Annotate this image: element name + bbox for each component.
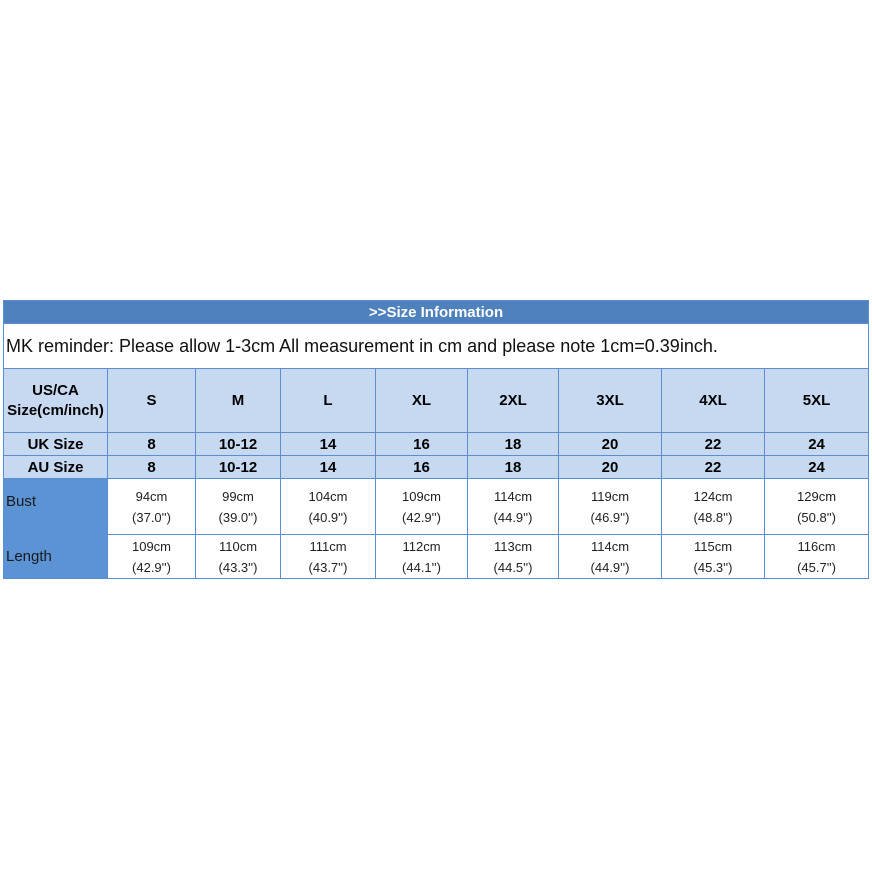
au-size-cell: 8: [108, 456, 196, 479]
reminder-text: MK reminder: Please allow 1-3cm All measurement in cm and please note 1cm=0.39inch.: [4, 324, 869, 369]
bust-cell: [196, 479, 281, 535]
bust-cm: 119cm: [590, 488, 630, 504]
us-size-row: [4, 369, 869, 433]
uk-size-cell: 16: [376, 433, 468, 456]
bust-cm: 129cm: [797, 488, 837, 504]
uk-size-cell: 10-12: [196, 433, 281, 456]
length-cm: 113cm: [493, 538, 533, 554]
bust-inch: (39.0''): [218, 509, 258, 525]
length-inch: (44.1''): [402, 559, 441, 575]
us-size-cell: 5XL: [765, 369, 869, 433]
bust-cell: [108, 479, 196, 535]
length-cm: 112cm: [402, 538, 441, 554]
au-size-cell: 24: [765, 456, 869, 479]
us-size-cell: XL: [376, 369, 468, 433]
au-size-cell: 18: [468, 456, 559, 479]
length-cell: [376, 535, 468, 579]
bust-cm: 114cm: [493, 488, 533, 504]
bust-cell: [765, 479, 869, 535]
bust-inch: (42.9''): [402, 509, 441, 525]
us-size-cell: 2XL: [468, 369, 559, 433]
uk-size-cell: 20: [559, 433, 662, 456]
us-size-cell: L: [281, 369, 376, 433]
au-size-row: [4, 456, 869, 479]
length-cell: [559, 535, 662, 579]
us-size-cell: 4XL: [662, 369, 765, 433]
bust-cell: [662, 479, 765, 535]
bust-inch: (37.0''): [132, 509, 171, 525]
bust-cm: 124cm: [693, 488, 733, 504]
au-size-label: AU Size: [4, 456, 108, 479]
au-size-cell: 10-12: [196, 456, 281, 479]
us-size-cell: M: [196, 369, 281, 433]
uk-size-cell: 18: [468, 433, 559, 456]
length-inch: (43.7''): [308, 559, 348, 575]
length-inch: (44.5''): [493, 559, 533, 575]
bust-cm: 99cm: [222, 488, 254, 504]
length-cm: 116cm: [797, 538, 836, 554]
bust-inch: (46.9''): [590, 509, 630, 525]
length-inch: (44.9''): [590, 559, 630, 575]
length-cell: [468, 535, 559, 579]
length-cell: [196, 535, 281, 579]
uk-size-cell: 22: [662, 433, 765, 456]
length-cell: [108, 535, 196, 579]
length-cm: 115cm: [693, 538, 733, 554]
title-row: [4, 301, 869, 324]
length-cell: [662, 535, 765, 579]
bust-inch: (40.9''): [308, 509, 348, 525]
length-cm: 111cm: [309, 538, 347, 554]
uk-size-cell: 14: [281, 433, 376, 456]
length-label: Length: [4, 535, 108, 579]
us-size-cell: 3XL: [559, 369, 662, 433]
bust-cell: [281, 479, 376, 535]
uk-size-cell: 24: [765, 433, 869, 456]
bust-cell: [468, 479, 559, 535]
length-cm: 110cm: [218, 538, 258, 554]
length-cell: [281, 535, 376, 579]
length-inch: (43.3''): [218, 559, 258, 575]
reminder-row: [4, 324, 869, 369]
bust-cm: 109cm: [401, 488, 442, 504]
au-size-cell: 20: [559, 456, 662, 479]
au-size-cell: 14: [281, 456, 376, 479]
length-cell: [765, 535, 869, 579]
length-cm: 109cm: [131, 538, 172, 554]
uk-size-label: UK Size: [4, 433, 108, 456]
bust-cm: 104cm: [308, 488, 348, 504]
bust-cell: [376, 479, 468, 535]
us-size-cell: S: [108, 369, 196, 433]
bust-cell: [559, 479, 662, 535]
bust-label: Bust: [4, 479, 108, 535]
au-size-cell: 22: [662, 456, 765, 479]
length-inch: (42.9''): [132, 559, 171, 575]
length-inch: (45.3''): [693, 559, 733, 575]
au-size-cell: 16: [376, 456, 468, 479]
size-chart-table: [3, 300, 869, 579]
bust-row: [4, 479, 869, 535]
length-cm: 114cm: [590, 538, 630, 554]
table-title: >>Size Information: [4, 301, 869, 324]
uk-size-cell: 8: [108, 433, 196, 456]
us-size-label: US/CA Size(cm/inch): [4, 369, 108, 433]
uk-size-row: [4, 433, 869, 456]
length-inch: (45.7''): [797, 559, 836, 575]
bust-inch: (44.9''): [493, 509, 533, 525]
bust-inch: (50.8''): [797, 509, 836, 525]
bust-cm: 94cm: [135, 488, 168, 504]
length-row: [4, 535, 869, 579]
bust-inch: (48.8''): [693, 509, 733, 525]
